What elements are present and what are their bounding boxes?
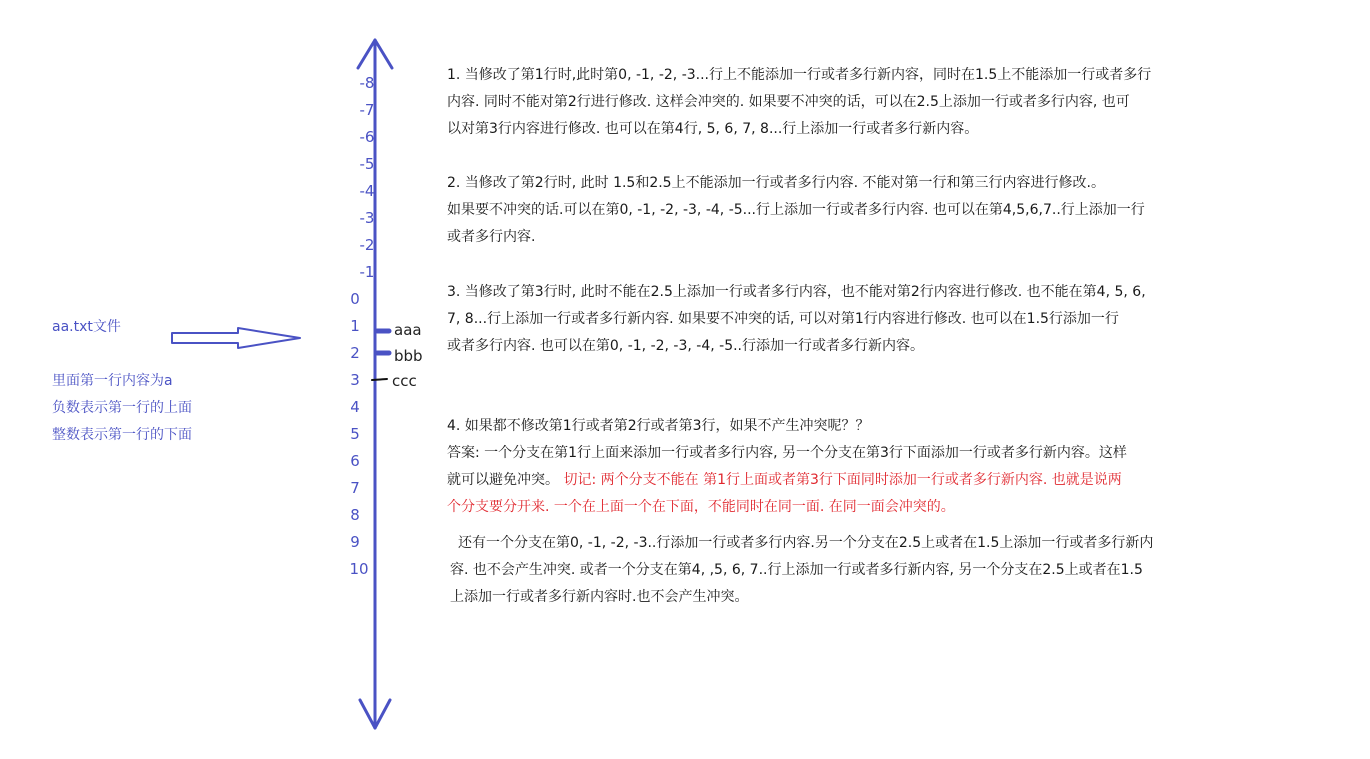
paragraph-5-line: 上添加一行或者多行新内容时.也不会产生冲突。 — [450, 589, 749, 605]
axis-tick: -3 — [359, 209, 375, 227]
axis-tick: 8 — [350, 506, 360, 524]
line-2-content: bbb — [394, 347, 423, 365]
paragraph-3-line: 7, 8...行上添加一行或者多行新内容. 如果要不冲突的话, 可以对第1行内容进行修改. 也可以在1.5行添加一行 — [447, 311, 1119, 327]
axis-tick: -1 — [359, 263, 375, 281]
paragraph-3-line: 3. 当修改了第3行时, 此时不能在2.5上添加一行或者多行内容，也不能对第2行内容进行修改. 也不能在第4, 5, 6, — [447, 284, 1146, 300]
question-line: 4. 如果都不修改第1行或者第2行或者第3行，如果不产生冲突呢？？ — [447, 418, 870, 434]
axis-tick: 7 — [350, 479, 360, 497]
axis-tick: 10 — [349, 560, 369, 578]
answer-line-mixed — [447, 467, 1247, 494]
file-label: aa.txt文件 — [52, 319, 121, 335]
axis-tick: -8 — [359, 74, 375, 92]
axis-tick: 4 — [350, 398, 360, 416]
right-arrow-icon — [172, 328, 300, 348]
paragraph-1-line: 1. 当修改了第1行时,此时第0, -1, -2, -3...行上不能添加一行或者多行新内容，同时在1.5上不能添加一行或者多行 — [447, 67, 1152, 83]
axis-tick: 0 — [350, 290, 360, 308]
note-line-3: 整数表示第一行的下面 — [52, 427, 192, 443]
note-line-1: 里面第一行内容为a — [52, 373, 173, 389]
paragraph-1-line: 以对第3行内容进行修改. 也可以在第4行, 5, 6, 7, 8...行上添加一行或者多行新内容。 — [447, 121, 979, 137]
paragraph-5-line: 还有一个分支在第0, -1, -2, -3..行添加一行或者多行内容.另一个分支在2.5上或者在1.5上添加一行或者多行新内 — [458, 535, 1154, 551]
axis-tick: -4 — [359, 182, 375, 200]
line-3-content: ccc — [392, 372, 417, 390]
paragraph-3-line: 或者多行内容. 也可以在第0, -1, -2, -3, -4, -5..行添加一行或者多行新内容。 — [447, 338, 925, 354]
line-1-content: aaa — [394, 321, 422, 339]
axis-tick: 6 — [350, 452, 360, 470]
answer-line: 答案: 一个分支在第1行上面来添加一行或者多行内容, 另一个分支在第3行下面添加一行或者多行新内容。这样 — [447, 445, 1127, 461]
paragraph-2 — [447, 170, 1247, 251]
warning-text: 切记: 两个分支不能在 第1行上面或者第3行下面同时添加一行或者多行新内容. 也就是说两 — [559, 472, 1122, 488]
axis-tick: 2 — [350, 344, 360, 362]
axis-tick: -7 — [359, 101, 375, 119]
axis-tick: -2 — [359, 236, 375, 254]
paragraph-2-line: 2. 当修改了第2行时, 此时 1.5和2.5上不能添加一行或者多行内容. 不能对第一行和第三行内容进行修改.。 — [447, 175, 1105, 191]
answer-text: 就可以避免冲突。 — [447, 472, 559, 488]
axis-tick: 1 — [350, 317, 360, 335]
paragraph-5 — [450, 530, 1250, 611]
paragraph-2-line: 或者多行内容. — [447, 229, 536, 245]
axis-tick: 5 — [350, 425, 360, 443]
axis-tick: -6 — [359, 128, 375, 146]
paragraph-1-line: 内容. 同时不能对第2行进行修改. 这样会冲突的. 如果要不冲突的话，可以在2.5上添加一行或者多行内容, 也可 — [447, 94, 1130, 110]
paragraph-4 — [447, 413, 1247, 521]
warning-line: 个分支要分开来. 一个在上面一个在下面，不能同时在同一面. 在同一面会冲突的。 — [447, 499, 955, 515]
paragraph-1 — [447, 62, 1247, 143]
note-line-2: 负数表示第一行的上面 — [52, 400, 192, 416]
axis-tick: 3 — [350, 371, 360, 389]
paragraph-3 — [447, 279, 1247, 360]
paragraph-5-line: 容. 也不会产生冲突. 或者一个分支在第4, ,5, 6, 7..行上添加一行或者多行新内容, 另一个分支在2.5上或者在1.5 — [450, 562, 1143, 578]
axis-tick: -5 — [359, 155, 375, 173]
line-3-marker — [372, 379, 387, 380]
axis-tick: 9 — [350, 533, 360, 551]
paragraph-2-line: 如果要不冲突的话.可以在第0, -1, -2, -3, -4, -5...行上添加一行或者多行内容. 也可以在第4,5,6,7..行上添加一行 — [447, 202, 1145, 218]
